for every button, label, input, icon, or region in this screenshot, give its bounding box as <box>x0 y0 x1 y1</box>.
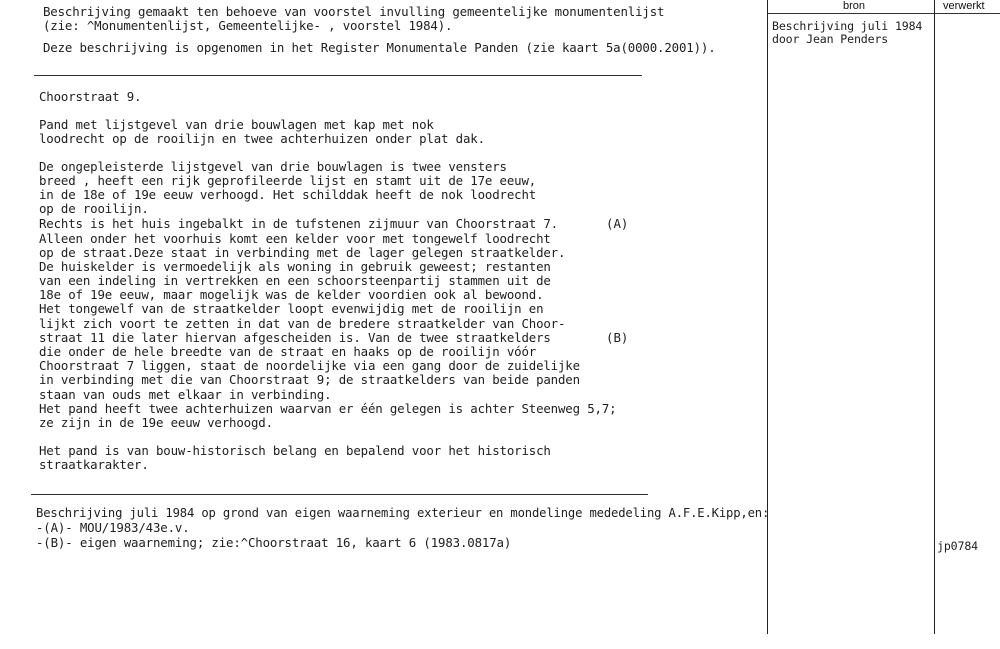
conclusion-line-1: Het pand is van bouw-historisch belang en bepalend voor het historisch <box>39 443 551 458</box>
reference-marker-a: (A) <box>606 216 629 231</box>
description-line: Rechts is het huis ingebalkt in de tufstenen zijmuur van Choorstraat 7. <box>39 216 558 231</box>
summary-line-1: Pand met lijstgevel van drie bouwlagen met kap met nok <box>39 117 434 132</box>
verwerkt-code: jp0784 <box>937 539 978 553</box>
description-line: lijkt zich voort te zetten in dat van de bredere straatkelder van Choor- <box>39 316 566 331</box>
description-line: breed , heeft een rijk geprofileerde lijst en stamt uit de 17e eeuw, <box>39 173 537 188</box>
intro-line-3: Deze beschrijving is opgenomen in het Register Monumentale Panden (zie kaart 5a(0000.2001)). <box>43 40 716 55</box>
verwerkt-header: verwerkt <box>943 0 985 12</box>
reference-marker-b: (B) <box>606 330 629 345</box>
description-line: Alleen onder het voorhuis komt een kelder voor met tongewelf loodrecht <box>39 231 551 246</box>
description-line: 18e of 19e eeuw, maar mogelijk was de kelder voordien ook al bewoond. <box>39 287 544 302</box>
bron-header: bron <box>843 0 866 12</box>
sources-line-3: -(B)- eigen waarneming; zie:^Choorstraat 16, kaart 6 (1983.0817a) <box>36 535 512 550</box>
description-line: van een indeling in vertrekken en een schoorsteenpartij stammen uit de <box>39 273 551 288</box>
section-divider-top <box>34 75 642 76</box>
description-line: Het tongewelf van de straatkelder loopt evenwijdig met de rooilijn en <box>39 301 544 316</box>
conclusion-line-2: straatkarakter. <box>39 457 149 472</box>
header-underline <box>768 13 1000 14</box>
description-line: ze zijn in de 19e eeuw verhoogd. <box>39 415 273 430</box>
sources-line-2: -(A)- MOU/1983/43e.v. <box>36 520 190 535</box>
description-line: straat 11 die later hiervan afgescheiden is. Van de twee straatkelders <box>39 330 551 345</box>
description-line: in verbinding met die van Choorstraat 9; de straatkelders van beide panden <box>39 372 580 387</box>
bron-line-2: door Jean Penders <box>772 32 889 46</box>
description-line: op de rooilijn. <box>39 201 149 216</box>
sources-line-1: Beschrijving juli 1984 op grond van eigen waarneming exterieur en mondelinge mededeling A.F.E.Kipp,en: <box>36 506 770 520</box>
description-line: in de 18e of 19e eeuw verhoogd. Het schilddak heeft de nok loodrecht <box>39 187 537 202</box>
address-heading: Choorstraat 9. <box>39 89 142 104</box>
description-line: op de straat.Deze staat in verbinding met de lager gelegen straatkelder. <box>39 245 566 260</box>
bron-column-left-rule <box>767 0 768 634</box>
intro-line-2: (zie: ^Monumentenlijst, Gemeentelijke- , voorstel 1984). <box>43 18 453 33</box>
section-divider-bottom <box>31 494 648 495</box>
description-line: Choorstraat 7 liggen, staat de noordelijke via een gang door de zuidelijke <box>39 358 580 373</box>
description-line: die onder de hele breedte van de straat en haaks op de rooilijn vóór <box>39 344 537 359</box>
bron-line-1: Beschrijving juli 1984 <box>772 19 923 33</box>
description-line: Het pand heeft twee achterhuizen waarvan er één gelegen is achter Steenweg 5,7; <box>39 401 617 416</box>
description-line: De ongepleisterde lijstgevel van drie bouwlagen is twee vensters <box>39 159 507 174</box>
verwerkt-column-left-rule <box>934 0 935 634</box>
summary-line-2: loodrecht op de rooilijn en twee achterhuizen onder plat dak. <box>39 131 485 146</box>
description-line: De huiskelder is vermoedelijk als woning in gebruik geweest; restanten <box>39 259 551 274</box>
intro-line-1: Beschrijving gemaakt ten behoeve van voorstel invulling gemeentelijke monumentenlijst <box>43 4 665 19</box>
description-line: staan van ouds met elkaar in verbinding. <box>39 387 332 402</box>
